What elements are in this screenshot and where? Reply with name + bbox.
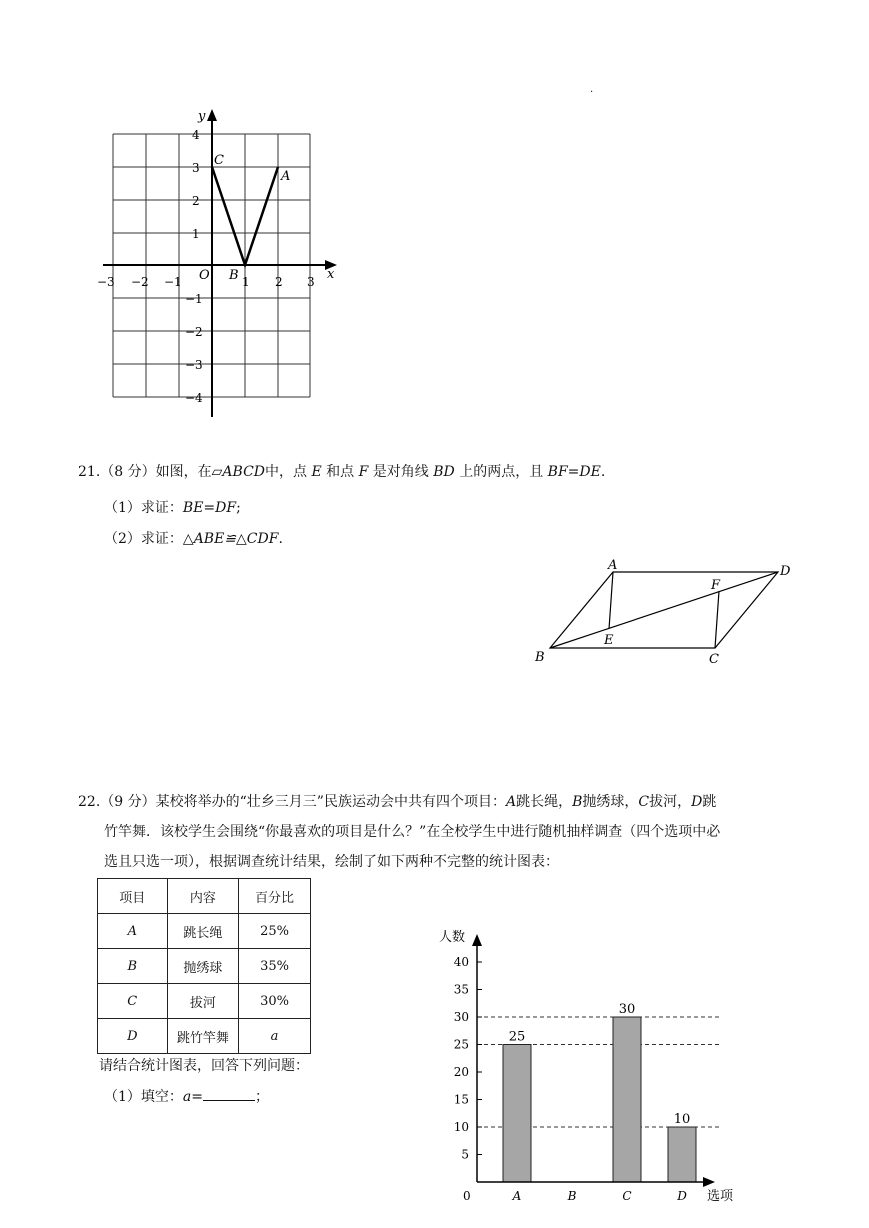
segment-cf — [715, 591, 719, 648]
table-cell: 25% — [239, 914, 311, 949]
x-tick-label: 3 — [307, 275, 315, 289]
x-axis-label: x — [327, 267, 335, 282]
x-tick-label: −1 — [164, 275, 182, 289]
question-22-line-2: 竹竿舞．该校学生会围绕“你最喜欢的项目是什么？”在全校学生中进行随机抽样调查（四个选项中必 — [104, 824, 721, 840]
point-c-label: C — [214, 153, 224, 168]
y-tick-label: 25 — [453, 1037, 469, 1052]
x-tick-label: A — [512, 1189, 522, 1203]
bar-c — [613, 1017, 641, 1182]
table-cell: 30% — [239, 984, 311, 1019]
x-tick-label: −3 — [97, 275, 115, 289]
x-axis-arrow — [703, 1177, 715, 1187]
y-axis-label: y — [198, 109, 206, 124]
point-a-label: A — [281, 169, 291, 184]
table-cell: 拔河 — [167, 984, 239, 1019]
y-tick-label: −2 — [185, 325, 203, 339]
parallelogram-figure — [525, 553, 805, 668]
y-tick-label: 2 — [192, 194, 200, 208]
data-label: 10 — [673, 1112, 691, 1127]
question-21-stem: 21.（8 分）如图，在▱ABCD中，点 E 和点 F 是对角线 BD 上的两点，且 BF=DE. — [78, 464, 606, 480]
bar-a — [503, 1045, 531, 1183]
y-tick-label: 15 — [453, 1092, 469, 1107]
question-score: （9 分） — [100, 794, 156, 810]
after-table-instruction: 请结合统计图表，回答下列问题： — [99, 1058, 309, 1074]
y-tick-label: 10 — [453, 1120, 469, 1134]
table-row — [98, 1019, 311, 1054]
table-cell: B — [98, 949, 168, 984]
vertex-d-label: D — [780, 564, 791, 579]
data-label: 25 — [508, 1029, 526, 1045]
x-tick-label: 2 — [275, 275, 283, 289]
diagonal-bd — [550, 572, 778, 648]
table-header: 项目 — [98, 879, 168, 914]
y-tick-label: 1 — [192, 227, 200, 241]
question-22-line-1: 22.（9 分）某校将举办的“壮乡三月三”民族运动会中共有四个项目：A跳长绳，B抛绣球，C拔河，D跳 — [78, 794, 717, 810]
point-e-label: E — [604, 633, 614, 648]
table-row — [98, 914, 311, 949]
table-cell: 跳竹竿舞 — [167, 1019, 239, 1054]
table-cell: a — [239, 1019, 311, 1054]
table-cell: C — [98, 984, 168, 1019]
x-tick-label: −2 — [131, 275, 149, 289]
y-axis-arrow — [207, 109, 217, 121]
x-axis-label: 选项 — [707, 1189, 734, 1204]
question-number: 21. — [78, 464, 101, 480]
table-cell: D — [98, 1019, 168, 1054]
x-tick-label: B — [567, 1189, 577, 1203]
y-tick-label: 40 — [453, 955, 469, 969]
table-header-row — [98, 879, 311, 914]
y-tick-label: 20 — [453, 1065, 469, 1079]
data-label: 30 — [618, 1002, 636, 1017]
question-22-part-1: （1）填空：a= ； — [104, 1086, 269, 1107]
y-axis-label: 人数 — [439, 930, 466, 945]
stray-dot: . — [590, 84, 594, 95]
table-cell: 35% — [239, 949, 311, 984]
y-tick-label: 4 — [192, 128, 200, 142]
vertex-c-label: C — [709, 652, 719, 667]
y-tick-label: −4 — [185, 391, 203, 405]
table-header: 内容 — [167, 879, 239, 914]
table-cell: 跳长绳 — [167, 914, 239, 949]
table-row — [98, 984, 311, 1019]
y-tick-label: 5 — [461, 1147, 469, 1162]
origin-label: 0 — [463, 1189, 471, 1203]
vertex-a-label: A — [608, 558, 618, 573]
y-tick-label: −3 — [185, 358, 203, 372]
question-score: （8 分） — [100, 464, 156, 480]
y-tick-label: 30 — [453, 1010, 469, 1024]
vertex-b-label: B — [535, 650, 545, 665]
question-number: 22. — [78, 794, 101, 810]
table-cell: A — [98, 914, 168, 949]
point-b-label: B — [229, 268, 239, 283]
origin-label: O — [199, 268, 210, 283]
y-tick-label: 3 — [192, 161, 200, 175]
coordinate-grid-figure — [95, 105, 345, 425]
y-axis-arrow — [472, 934, 482, 946]
question-22-line-3: 选且只选一项），根据调查统计结果，绘制了如下两种不完整的统计图表： — [104, 854, 559, 870]
segment-ae — [609, 572, 613, 629]
question-21-part-2: （2）求证：△ABE≌△CDF. — [104, 531, 283, 547]
y-tick-label: −1 — [185, 292, 203, 306]
x-tick-label: D — [677, 1189, 687, 1203]
table-cell: 抛绣球 — [167, 949, 239, 984]
table-header: 百分比 — [239, 879, 311, 914]
parallelogram-symbol: ▱ — [211, 464, 223, 480]
question-21-part-1: （1）求证：BE=DF; — [104, 500, 241, 516]
x-tick-label: 1 — [242, 275, 250, 289]
answer-blank[interactable] — [203, 1086, 255, 1101]
point-f-label: F — [711, 578, 721, 593]
bar-chart — [425, 920, 755, 1220]
table-row — [98, 949, 311, 984]
statistics-table — [97, 878, 311, 1054]
y-tick-label: 35 — [453, 982, 469, 997]
x-tick-label: C — [622, 1189, 632, 1203]
bar-d — [668, 1127, 696, 1182]
